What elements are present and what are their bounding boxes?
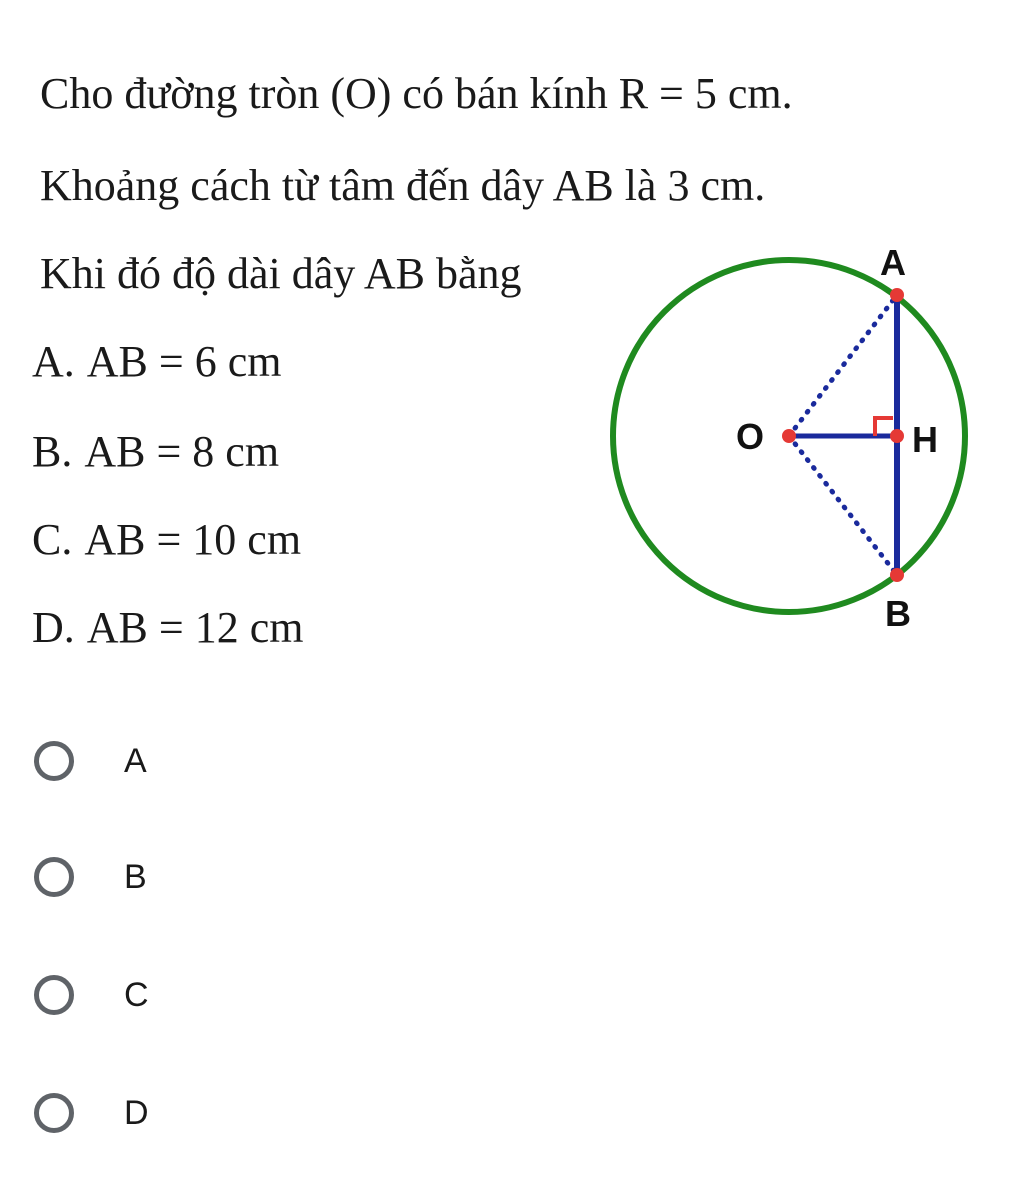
question-line-2: Khoảng cách từ tâm đến dây AB là 3 cm.	[40, 161, 766, 210]
radio-choice-d[interactable]	[34, 1083, 149, 1143]
radio-choice-d-label: D	[124, 1093, 149, 1132]
radio-choice-c-label: C	[124, 975, 149, 1014]
question-line-3: Khi đó độ dài dây AB bằng	[40, 249, 522, 298]
radio-choice-a[interactable]	[34, 731, 147, 791]
label-h: H	[912, 419, 938, 460]
radius-oa-dotted	[789, 295, 897, 436]
point-a	[890, 288, 904, 302]
option-d-letter: D.	[32, 603, 75, 652]
radio-circle-icon[interactable]	[34, 1093, 74, 1133]
label-o: O	[736, 416, 765, 457]
label-b: B	[885, 593, 911, 634]
radio-choice-c[interactable]	[34, 965, 149, 1025]
radio-circle-icon[interactable]	[34, 857, 74, 897]
question-line-1: Cho đường tròn (O) có bán kính R = 5 cm.	[40, 69, 793, 118]
radio-choice-a-label: A	[124, 741, 147, 780]
radius-ob-dotted	[789, 436, 897, 575]
point-o	[782, 429, 796, 443]
option-c-text: AB = 10 cm	[84, 515, 302, 564]
radio-circle-icon[interactable]	[34, 741, 74, 781]
radio-choice-b[interactable]	[34, 847, 147, 907]
radio-circle-icon[interactable]	[34, 975, 74, 1015]
option-d-text: AB = 12 cm	[86, 603, 304, 652]
option-a-text: AB = 6 cm	[86, 337, 282, 386]
right-angle-mark	[875, 418, 893, 436]
option-c-letter: C.	[32, 515, 73, 564]
option-b-text: AB = 8 cm	[84, 427, 280, 476]
label-a: A	[880, 242, 906, 283]
point-h	[890, 429, 904, 443]
point-b	[890, 568, 904, 582]
option-a-letter: A.	[32, 337, 75, 386]
option-b-letter: B.	[32, 427, 73, 476]
radio-choice-b-label: B	[124, 857, 147, 896]
